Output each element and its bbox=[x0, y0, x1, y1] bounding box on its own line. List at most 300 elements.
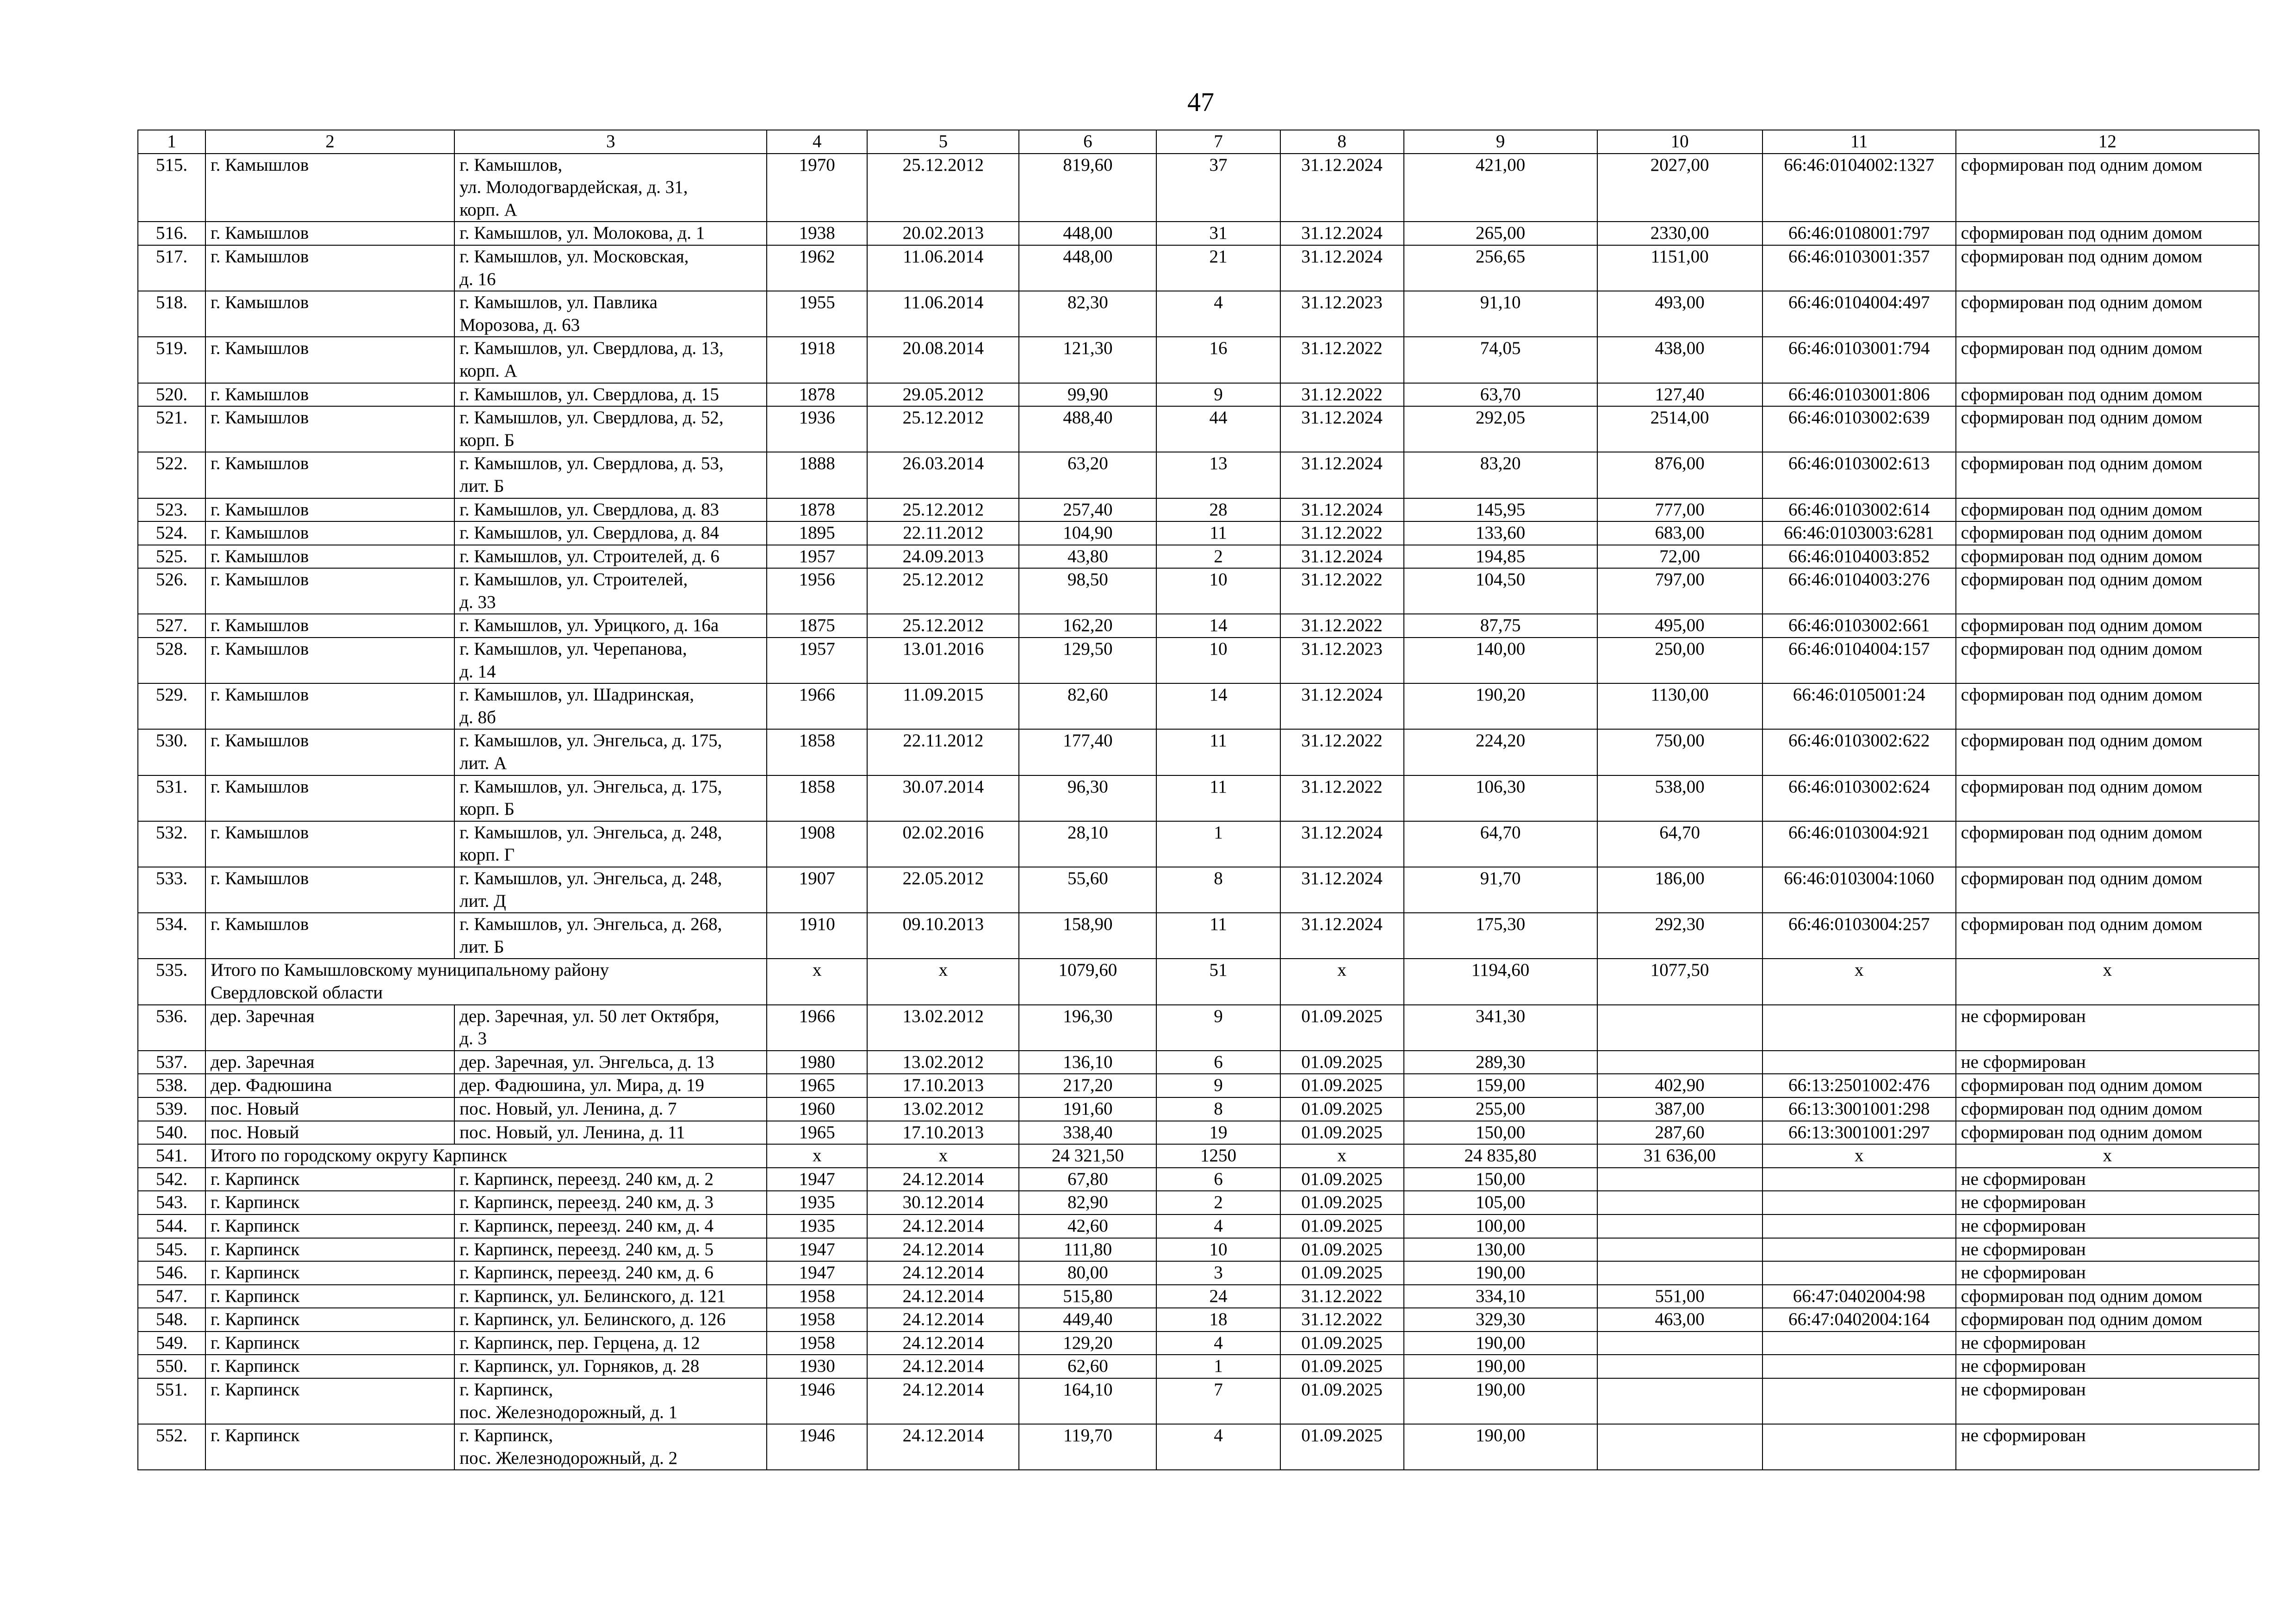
area-cell: 63,20 bbox=[1019, 452, 1156, 498]
table-row bbox=[138, 1308, 2259, 1332]
residents-cell: 14 bbox=[1156, 683, 1280, 729]
value-cell-10 bbox=[1597, 1214, 1762, 1238]
settlement-cell: г. Камышлов bbox=[205, 638, 454, 683]
deadline-cell: 31.12.2024 bbox=[1280, 222, 1404, 245]
total-row bbox=[138, 959, 2259, 1004]
value-cell-10: 797,00 bbox=[1597, 568, 1762, 614]
year-cell: 1946 bbox=[767, 1378, 867, 1424]
residents-cell: 4 bbox=[1156, 1332, 1280, 1355]
deadline-cell: 31.12.2024 bbox=[1280, 821, 1404, 867]
date-cell: 13.02.2012 bbox=[867, 1051, 1019, 1074]
date-cell: 11.06.2014 bbox=[867, 291, 1019, 337]
area-cell: 1079,60 bbox=[1019, 959, 1156, 1004]
deadline-cell: 31.12.2024 bbox=[1280, 245, 1404, 291]
value-cell-9: 289,30 bbox=[1404, 1051, 1597, 1074]
value-cell-10: 64,70 bbox=[1597, 821, 1762, 867]
value-cell-9: 104,50 bbox=[1404, 568, 1597, 614]
address-cell: г. Карпинск, переезд. 240 км, д. 2 bbox=[454, 1168, 767, 1191]
table-row bbox=[138, 1121, 2259, 1145]
value-cell-9: 256,65 bbox=[1404, 245, 1597, 291]
address-cell: дер. Заречная, ул. Энгельса, д. 13 bbox=[454, 1051, 767, 1074]
deadline-cell: 01.09.2025 bbox=[1280, 1238, 1404, 1262]
value-cell-10: 72,00 bbox=[1597, 545, 1762, 569]
year-cell: 1938 bbox=[767, 222, 867, 245]
row-number-cell: 531. bbox=[138, 775, 205, 821]
area-cell: 82,30 bbox=[1019, 291, 1156, 337]
column-header: 4 bbox=[767, 130, 867, 154]
address-cell: г. Карпинск, пос. Железнодорожный, д. 1 bbox=[454, 1378, 767, 1424]
deadline-cell: х bbox=[1280, 1144, 1404, 1168]
row-number-cell: 544. bbox=[138, 1214, 205, 1238]
value-cell-10: 292,30 bbox=[1597, 913, 1762, 959]
value-cell-9: 341,30 bbox=[1404, 1005, 1597, 1051]
table-row bbox=[138, 568, 2259, 614]
date-cell: 24.12.2014 bbox=[867, 1238, 1019, 1262]
settlement-cell: г. Камышлов bbox=[205, 729, 454, 775]
area-cell: 448,00 bbox=[1019, 245, 1156, 291]
area-cell: 98,50 bbox=[1019, 568, 1156, 614]
value-cell-9: 83,20 bbox=[1404, 452, 1597, 498]
area-cell: 55,60 bbox=[1019, 867, 1156, 913]
cadastral-number-cell: 66:46:0103002:613 bbox=[1762, 452, 1956, 498]
deadline-cell: 31.12.2022 bbox=[1280, 1285, 1404, 1308]
deadline-cell: 01.09.2025 bbox=[1280, 1355, 1404, 1378]
value-cell-9: 190,00 bbox=[1404, 1261, 1597, 1285]
address-cell: дер. Заречная, ул. 50 лет Октября, д. 3 bbox=[454, 1005, 767, 1051]
area-cell: 177,40 bbox=[1019, 729, 1156, 775]
residents-cell: 9 bbox=[1156, 1005, 1280, 1051]
settlement-cell: пос. Новый bbox=[205, 1121, 454, 1145]
year-cell: х bbox=[767, 959, 867, 1004]
settlement-cell: г. Камышлов bbox=[205, 452, 454, 498]
cadastral-number-cell: х bbox=[1762, 1144, 1956, 1168]
value-cell-10 bbox=[1597, 1238, 1762, 1262]
cadastral-number-cell: 66:46:0103002:624 bbox=[1762, 775, 1956, 821]
cadastral-number-cell bbox=[1762, 1191, 1956, 1214]
date-cell: 02.02.2016 bbox=[867, 821, 1019, 867]
area-cell: 196,30 bbox=[1019, 1005, 1156, 1051]
settlement-cell: г. Карпинск bbox=[205, 1168, 454, 1191]
table-row bbox=[138, 775, 2259, 821]
land-status-cell: сформирован под одним домом bbox=[1956, 406, 2259, 452]
address-cell: г. Камышлов, ул. Молодогвардейская, д. 31, корп. А bbox=[454, 154, 767, 222]
date-cell: 24.12.2014 bbox=[867, 1168, 1019, 1191]
area-cell: 515,80 bbox=[1019, 1285, 1156, 1308]
value-cell-10: 876,00 bbox=[1597, 452, 1762, 498]
year-cell: 1970 bbox=[767, 154, 867, 222]
value-cell-10 bbox=[1597, 1261, 1762, 1285]
area-cell: 449,40 bbox=[1019, 1308, 1156, 1332]
table-row bbox=[138, 614, 2259, 638]
year-cell: 1907 bbox=[767, 867, 867, 913]
land-status-cell: не сформирован bbox=[1956, 1214, 2259, 1238]
year-cell: 1875 bbox=[767, 614, 867, 638]
cadastral-number-cell bbox=[1762, 1332, 1956, 1355]
row-number-cell: 542. bbox=[138, 1168, 205, 1191]
table-row bbox=[138, 1097, 2259, 1121]
row-number-cell: 536. bbox=[138, 1005, 205, 1051]
land-status-cell: сформирован под одним домом bbox=[1956, 222, 2259, 245]
value-cell-10: 250,00 bbox=[1597, 638, 1762, 683]
settlement-cell: г. Карпинск bbox=[205, 1214, 454, 1238]
deadline-cell: 31.12.2024 bbox=[1280, 683, 1404, 729]
settlement-cell: г. Камышлов bbox=[205, 775, 454, 821]
row-number-cell: 549. bbox=[138, 1332, 205, 1355]
row-number-cell: 520. bbox=[138, 383, 205, 407]
row-number-cell: 541. bbox=[138, 1144, 205, 1168]
land-status-cell: сформирован под одним домом bbox=[1956, 291, 2259, 337]
land-status-cell: не сформирован bbox=[1956, 1424, 2259, 1470]
value-cell-9: 190,20 bbox=[1404, 683, 1597, 729]
date-cell: 30.12.2014 bbox=[867, 1191, 1019, 1214]
land-status-cell: сформирован под одним домом bbox=[1956, 1308, 2259, 1332]
row-number-cell: 552. bbox=[138, 1424, 205, 1470]
date-cell: 24.12.2014 bbox=[867, 1261, 1019, 1285]
value-cell-9: 64,70 bbox=[1404, 821, 1597, 867]
value-cell-9: 255,00 bbox=[1404, 1097, 1597, 1121]
year-cell: 1935 bbox=[767, 1214, 867, 1238]
table-row bbox=[138, 821, 2259, 867]
area-cell: 111,80 bbox=[1019, 1238, 1156, 1262]
column-header: 2 bbox=[205, 130, 454, 154]
residents-cell: 16 bbox=[1156, 337, 1280, 383]
table-row bbox=[138, 1378, 2259, 1424]
address-cell: г. Камышлов, ул. Черепанова, д. 14 bbox=[454, 638, 767, 683]
land-status-cell: сформирован под одним домом bbox=[1956, 614, 2259, 638]
residents-cell: 2 bbox=[1156, 545, 1280, 569]
value-cell-9: 24 835,80 bbox=[1404, 1144, 1597, 1168]
land-status-cell: сформирован под одним домом bbox=[1956, 1097, 2259, 1121]
value-cell-9: 140,00 bbox=[1404, 638, 1597, 683]
column-header: 6 bbox=[1019, 130, 1156, 154]
cadastral-number-cell: 66:13:3001001:297 bbox=[1762, 1121, 1956, 1145]
date-cell: 25.12.2012 bbox=[867, 614, 1019, 638]
value-cell-9: 106,30 bbox=[1404, 775, 1597, 821]
residents-cell: 10 bbox=[1156, 1238, 1280, 1262]
total-row bbox=[138, 1144, 2259, 1168]
value-cell-10: 2514,00 bbox=[1597, 406, 1762, 452]
value-cell-10: 493,00 bbox=[1597, 291, 1762, 337]
cadastral-number-cell: 66:46:0103004:1060 bbox=[1762, 867, 1956, 913]
cadastral-number-cell: 66:46:0103002:661 bbox=[1762, 614, 1956, 638]
table-row bbox=[138, 638, 2259, 683]
total-label-cell: Итого по городскому округу Карпинск bbox=[205, 1144, 767, 1168]
column-header: 3 bbox=[454, 130, 767, 154]
cadastral-number-cell: 66:46:0104003:852 bbox=[1762, 545, 1956, 569]
year-cell: 1947 bbox=[767, 1261, 867, 1285]
settlement-cell: г. Камышлов bbox=[205, 821, 454, 867]
table-row bbox=[138, 1332, 2259, 1355]
column-header: 7 bbox=[1156, 130, 1280, 154]
address-cell: г. Камышлов, ул. Свердлова, д. 84 bbox=[454, 521, 767, 545]
area-cell: 488,40 bbox=[1019, 406, 1156, 452]
land-status-cell: не сформирован bbox=[1956, 1168, 2259, 1191]
residents-cell: 8 bbox=[1156, 867, 1280, 913]
land-status-cell: сформирован под одним домом bbox=[1956, 245, 2259, 291]
settlement-cell: г. Камышлов bbox=[205, 614, 454, 638]
value-cell-9: 133,60 bbox=[1404, 521, 1597, 545]
year-cell: 1980 bbox=[767, 1051, 867, 1074]
cadastral-number-cell: 66:46:0103001:806 bbox=[1762, 383, 1956, 407]
settlement-cell: дер. Заречная bbox=[205, 1005, 454, 1051]
date-cell: 24.09.2013 bbox=[867, 545, 1019, 569]
table-row bbox=[138, 383, 2259, 407]
area-cell: 129,50 bbox=[1019, 638, 1156, 683]
date-cell: х bbox=[867, 959, 1019, 1004]
table-row bbox=[138, 1191, 2259, 1214]
table-row bbox=[138, 1261, 2259, 1285]
year-cell: 1965 bbox=[767, 1121, 867, 1145]
housing-register-table bbox=[137, 130, 2259, 1470]
settlement-cell: г. Карпинск bbox=[205, 1355, 454, 1378]
register-body bbox=[138, 154, 2259, 1470]
value-cell-10 bbox=[1597, 1424, 1762, 1470]
area-cell: 158,90 bbox=[1019, 913, 1156, 959]
table-row bbox=[138, 729, 2259, 775]
table-row bbox=[138, 245, 2259, 291]
deadline-cell: 31.12.2022 bbox=[1280, 1308, 1404, 1332]
address-cell: г. Камышлов, ул. Энгельса, д. 175, лит. А bbox=[454, 729, 767, 775]
cadastral-number-cell: 66:46:0104004:157 bbox=[1762, 638, 1956, 683]
land-status-cell: сформирован под одним домом bbox=[1956, 729, 2259, 775]
area-cell: 819,60 bbox=[1019, 154, 1156, 222]
land-status-cell: сформирован под одним домом bbox=[1956, 683, 2259, 729]
land-status-cell: сформирован под одним домом bbox=[1956, 1074, 2259, 1097]
residents-cell: 4 bbox=[1156, 1214, 1280, 1238]
residents-cell: 24 bbox=[1156, 1285, 1280, 1308]
date-cell: 29.05.2012 bbox=[867, 383, 1019, 407]
cadastral-number-cell: 66:46:0104003:276 bbox=[1762, 568, 1956, 614]
column-header: 12 bbox=[1956, 130, 2259, 154]
year-cell: 1957 bbox=[767, 545, 867, 569]
residents-cell: 1 bbox=[1156, 821, 1280, 867]
date-cell: 24.12.2014 bbox=[867, 1214, 1019, 1238]
land-status-cell: не сформирован bbox=[1956, 1005, 2259, 1051]
residents-cell: 8 bbox=[1156, 1097, 1280, 1121]
settlement-cell: г. Карпинск bbox=[205, 1191, 454, 1214]
land-status-cell: сформирован под одним домом bbox=[1956, 1121, 2259, 1145]
date-cell: 26.03.2014 bbox=[867, 452, 1019, 498]
area-cell: 217,20 bbox=[1019, 1074, 1156, 1097]
value-cell-10: 1151,00 bbox=[1597, 245, 1762, 291]
area-cell: 119,70 bbox=[1019, 1424, 1156, 1470]
cadastral-number-cell: 66:46:0104004:497 bbox=[1762, 291, 1956, 337]
table-row bbox=[138, 154, 2259, 222]
residents-cell: 18 bbox=[1156, 1308, 1280, 1332]
year-cell: 1960 bbox=[767, 1097, 867, 1121]
year-cell: 1858 bbox=[767, 775, 867, 821]
deadline-cell: 31.12.2024 bbox=[1280, 498, 1404, 522]
year-cell: 1888 bbox=[767, 452, 867, 498]
year-cell: 1966 bbox=[767, 683, 867, 729]
row-number-cell: 523. bbox=[138, 498, 205, 522]
settlement-cell: г. Карпинск bbox=[205, 1424, 454, 1470]
value-cell-10: 31 636,00 bbox=[1597, 1144, 1762, 1168]
row-number-cell: 516. bbox=[138, 222, 205, 245]
year-cell: 1858 bbox=[767, 729, 867, 775]
settlement-cell: г. Камышлов bbox=[205, 545, 454, 569]
date-cell: х bbox=[867, 1144, 1019, 1168]
address-cell: г. Камышлов, ул. Молокова, д. 1 bbox=[454, 222, 767, 245]
value-cell-10: 402,90 bbox=[1597, 1074, 1762, 1097]
year-cell: 1958 bbox=[767, 1332, 867, 1355]
value-cell-9: 145,95 bbox=[1404, 498, 1597, 522]
deadline-cell: 01.09.2025 bbox=[1280, 1378, 1404, 1424]
residents-cell: 3 bbox=[1156, 1261, 1280, 1285]
address-cell: дер. Фадюшина, ул. Мира, д. 19 bbox=[454, 1074, 767, 1097]
row-number-cell: 543. bbox=[138, 1191, 205, 1214]
date-cell: 13.01.2016 bbox=[867, 638, 1019, 683]
deadline-cell: 01.09.2025 bbox=[1280, 1261, 1404, 1285]
value-cell-10 bbox=[1597, 1332, 1762, 1355]
settlement-cell: г. Камышлов bbox=[205, 291, 454, 337]
row-number-cell: 533. bbox=[138, 867, 205, 913]
residents-cell: 10 bbox=[1156, 568, 1280, 614]
cadastral-number-cell bbox=[1762, 1355, 1956, 1378]
residents-cell: 14 bbox=[1156, 614, 1280, 638]
cadastral-number-cell: 66:46:0103001:794 bbox=[1762, 337, 1956, 383]
table-row bbox=[138, 545, 2259, 569]
value-cell-9: 190,00 bbox=[1404, 1355, 1597, 1378]
cadastral-number-cell: 66:46:0108001:797 bbox=[1762, 222, 1956, 245]
settlement-cell: г. Камышлов bbox=[205, 913, 454, 959]
row-number-cell: 540. bbox=[138, 1121, 205, 1145]
residents-cell: 44 bbox=[1156, 406, 1280, 452]
date-cell: 25.12.2012 bbox=[867, 154, 1019, 222]
value-cell-9: 329,30 bbox=[1404, 1308, 1597, 1332]
date-cell: 17.10.2013 bbox=[867, 1121, 1019, 1145]
cadastral-number-cell: 66:46:0103002:622 bbox=[1762, 729, 1956, 775]
address-cell: г. Карпинск, ул. Горняков, д. 28 bbox=[454, 1355, 767, 1378]
land-status-cell: х bbox=[1956, 1144, 2259, 1168]
deadline-cell: 01.09.2025 bbox=[1280, 1074, 1404, 1097]
row-number-cell: 527. bbox=[138, 614, 205, 638]
address-cell: г. Карпинск, пер. Герцена, д. 12 bbox=[454, 1332, 767, 1355]
cadastral-number-cell: 66:46:0103003:6281 bbox=[1762, 521, 1956, 545]
area-cell: 99,90 bbox=[1019, 383, 1156, 407]
table-row bbox=[138, 452, 2259, 498]
cadastral-number-cell: 66:13:3001001:298 bbox=[1762, 1097, 1956, 1121]
land-status-cell: не сформирован bbox=[1956, 1191, 2259, 1214]
table-row bbox=[138, 1005, 2259, 1051]
residents-cell: 37 bbox=[1156, 154, 1280, 222]
area-cell: 43,80 bbox=[1019, 545, 1156, 569]
deadline-cell: 01.09.2025 bbox=[1280, 1424, 1404, 1470]
year-cell: 1908 bbox=[767, 821, 867, 867]
residents-cell: 11 bbox=[1156, 913, 1280, 959]
area-cell: 104,90 bbox=[1019, 521, 1156, 545]
table-row bbox=[138, 1285, 2259, 1308]
date-cell: 25.12.2012 bbox=[867, 568, 1019, 614]
land-status-cell: не сформирован bbox=[1956, 1332, 2259, 1355]
table-row bbox=[138, 337, 2259, 383]
settlement-cell: г. Камышлов bbox=[205, 154, 454, 222]
area-cell: 62,60 bbox=[1019, 1355, 1156, 1378]
land-status-cell: сформирован под одним домом bbox=[1956, 521, 2259, 545]
table-row bbox=[138, 1051, 2259, 1074]
column-header: 10 bbox=[1597, 130, 1762, 154]
table-row bbox=[138, 683, 2259, 729]
value-cell-9: 91,70 bbox=[1404, 867, 1597, 913]
residents-cell: 7 bbox=[1156, 1378, 1280, 1424]
settlement-cell: г. Камышлов bbox=[205, 383, 454, 407]
residents-cell: 31 bbox=[1156, 222, 1280, 245]
value-cell-10 bbox=[1597, 1355, 1762, 1378]
year-cell: 1947 bbox=[767, 1168, 867, 1191]
year-cell: 1910 bbox=[767, 913, 867, 959]
column-number-header-row bbox=[138, 130, 2259, 154]
settlement-cell: г. Камышлов bbox=[205, 406, 454, 452]
deadline-cell: 31.12.2024 bbox=[1280, 545, 1404, 569]
settlement-cell: г. Карпинск bbox=[205, 1378, 454, 1424]
value-cell-10: 2330,00 bbox=[1597, 222, 1762, 245]
value-cell-9: 91,10 bbox=[1404, 291, 1597, 337]
year-cell: х bbox=[767, 1144, 867, 1168]
cadastral-number-cell bbox=[1762, 1214, 1956, 1238]
settlement-cell: г. Карпинск bbox=[205, 1308, 454, 1332]
date-cell: 30.07.2014 bbox=[867, 775, 1019, 821]
deadline-cell: 31.12.2022 bbox=[1280, 729, 1404, 775]
cadastral-number-cell: 66:46:0104002:1327 bbox=[1762, 154, 1956, 222]
land-status-cell: сформирован под одним домом bbox=[1956, 154, 2259, 222]
value-cell-10: 538,00 bbox=[1597, 775, 1762, 821]
deadline-cell: 31.12.2024 bbox=[1280, 154, 1404, 222]
year-cell: 1946 bbox=[767, 1424, 867, 1470]
value-cell-10: 463,00 bbox=[1597, 1308, 1762, 1332]
area-cell: 80,00 bbox=[1019, 1261, 1156, 1285]
address-cell: г. Камышлов, ул. Свердлова, д. 13, корп. А bbox=[454, 337, 767, 383]
row-number-cell: 535. bbox=[138, 959, 205, 1004]
area-cell: 129,20 bbox=[1019, 1332, 1156, 1355]
date-cell: 22.11.2012 bbox=[867, 729, 1019, 775]
value-cell-10 bbox=[1597, 1005, 1762, 1051]
residents-cell: 6 bbox=[1156, 1168, 1280, 1191]
deadline-cell: 31.12.2022 bbox=[1280, 775, 1404, 821]
table-row bbox=[138, 406, 2259, 452]
year-cell: 1957 bbox=[767, 638, 867, 683]
value-cell-10: 287,60 bbox=[1597, 1121, 1762, 1145]
date-cell: 13.02.2012 bbox=[867, 1097, 1019, 1121]
residents-cell: 21 bbox=[1156, 245, 1280, 291]
land-status-cell: сформирован под одним домом bbox=[1956, 383, 2259, 407]
address-cell: г. Камышлов, ул. Энгельса, д. 175, корп. Б bbox=[454, 775, 767, 821]
address-cell: г. Камышлов, ул. Строителей, д. 6 bbox=[454, 545, 767, 569]
value-cell-9: 159,00 bbox=[1404, 1074, 1597, 1097]
settlement-cell: г. Камышлов bbox=[205, 337, 454, 383]
address-cell: г. Карпинск, переезд. 240 км, д. 3 bbox=[454, 1191, 767, 1214]
address-cell: г. Карпинск, переезд. 240 км, д. 4 bbox=[454, 1214, 767, 1238]
settlement-cell: г. Камышлов bbox=[205, 245, 454, 291]
land-status-cell: сформирован под одним домом bbox=[1956, 867, 2259, 913]
cadastral-number-cell: 66:13:2501002:476 bbox=[1762, 1074, 1956, 1097]
value-cell-10: 2027,00 bbox=[1597, 154, 1762, 222]
address-cell: г. Камышлов, ул. Строителей, д. 33 bbox=[454, 568, 767, 614]
address-cell: г. Камышлов, ул. Свердлова, д. 53, лит. Б bbox=[454, 452, 767, 498]
row-number-cell: 537. bbox=[138, 1051, 205, 1074]
year-cell: 1966 bbox=[767, 1005, 867, 1051]
year-cell: 1936 bbox=[767, 406, 867, 452]
year-cell: 1935 bbox=[767, 1191, 867, 1214]
year-cell: 1962 bbox=[767, 245, 867, 291]
residents-cell: 19 bbox=[1156, 1121, 1280, 1145]
cadastral-number-cell: 66:46:0103001:357 bbox=[1762, 245, 1956, 291]
page-number: 47 bbox=[1187, 87, 1214, 117]
value-cell-9: 292,05 bbox=[1404, 406, 1597, 452]
date-cell: 24.12.2014 bbox=[867, 1378, 1019, 1424]
value-cell-10: 495,00 bbox=[1597, 614, 1762, 638]
table-row bbox=[138, 1424, 2259, 1470]
address-cell: пос. Новый, ул. Ленина, д. 7 bbox=[454, 1097, 767, 1121]
